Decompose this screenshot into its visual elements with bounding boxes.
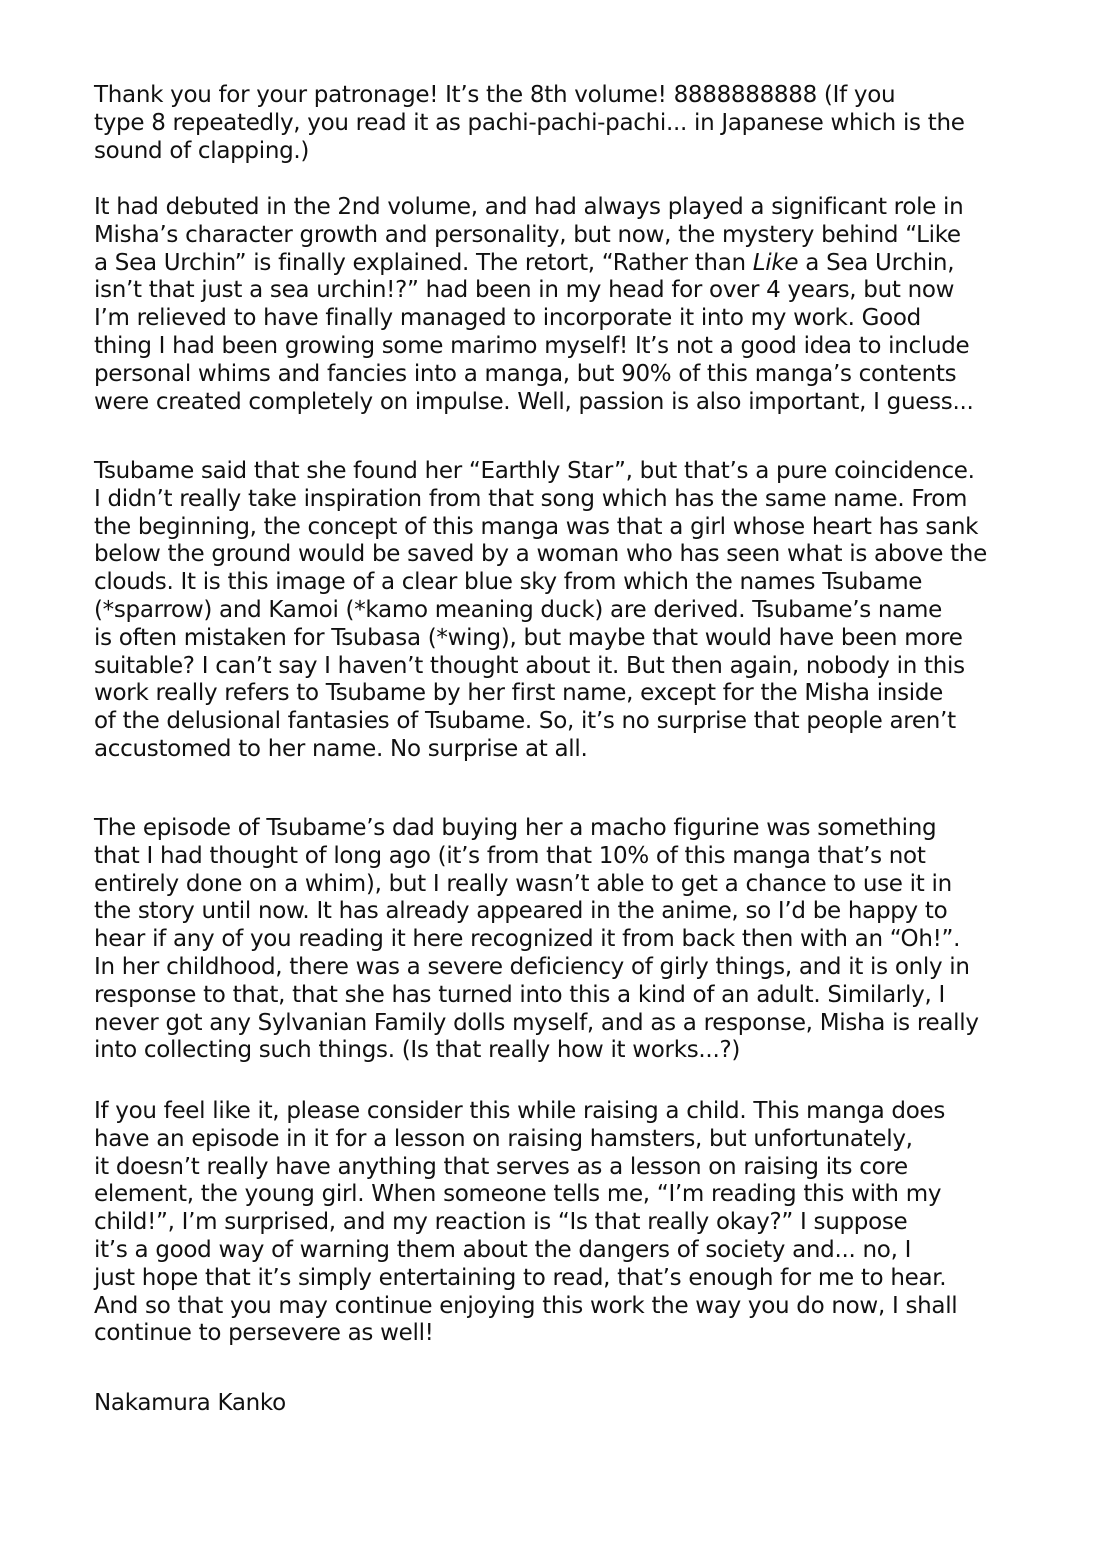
text-line: just hope that it’s simply entertaining to read, that’s enough for me to hear. [94, 1264, 947, 1291]
paragraph-earthly-star [94, 458, 1034, 764]
text-line: Tsubame said that she found her “Earthly Star”, but that’s a pure coincidence. [94, 458, 975, 484]
text-line: type 8 repeatedly, you read it as pachi-pachi-pachi... in Japanese which is the [94, 109, 965, 136]
text-line: into collecting such things. (Is that really how it works...?) [94, 1037, 741, 1064]
text-line: (*sparrow) and Kamoi (*kamo meaning duck) are derived. Tsubame’s name [94, 596, 942, 623]
text-line: have an episode in it for a lesson on raising hamsters, but unfortunately, [94, 1125, 913, 1152]
emphasized-word: Like [752, 249, 799, 276]
text-line: isn’t that just a sea urchin!?” had been in my head for over 4 years, but now [94, 277, 955, 304]
text-line: In her childhood, there was a severe deficiency of girly things, and it is only in [94, 953, 970, 980]
text-line [94, 250, 1034, 278]
text-line: is often mistaken for Tsubasa (*wing), but maybe that would have been more [94, 624, 963, 651]
text-line: Thank you for your patronage! It’s the 8th volume! 8888888888 (If you [94, 82, 896, 108]
text-line: never got any Sylvanian Family dolls myself, and as a response, Misha is really [94, 1009, 979, 1036]
text-line-head: a Sea Urchin” is finally explained. The retort, “Rather than [94, 249, 753, 276]
text-line: were created completely on impulse. Well, passion is also important, I guess... [94, 388, 974, 415]
text-line: thing I had been growing some marimo myself! It’s not a good idea to include [94, 332, 970, 359]
text-line: entirely done on a whim), but I really wasn’t able to get a chance to use it in [94, 870, 952, 897]
text-line: response to that, that she has turned into this a kind of an adult. Similarly, I [94, 981, 945, 1008]
text-line: element, the young girl. When someone tells me, “I’m reading this with my [94, 1181, 942, 1208]
text-line: the beginning, the concept of this manga was that a girl whose heart has sank [94, 513, 979, 540]
author-signature [94, 1390, 1034, 1418]
text-line-tail: a Sea Urchin, [798, 249, 955, 276]
paragraph-sea-urchin [94, 194, 1034, 416]
text-line: If you feel like it, please consider this while raising a child. This manga does [94, 1098, 946, 1124]
signature-text: Nakamura Kanko [94, 1390, 286, 1416]
text-line: hear if any of you reading it here recognized it from back then with an “Oh!”. [94, 926, 961, 953]
text-line: suitable? I can’t say I haven’t thought about it. But then again, nobody in this [94, 652, 965, 679]
text-line: of the delusional fantasies of Tsubame. So, it’s no surprise that people aren’t [94, 708, 956, 735]
text-line: And so that you may continue enjoying this work the way you do now, I shall [94, 1292, 958, 1319]
text-line: The episode of Tsubame’s dad buying her a macho figurine was something [94, 815, 937, 841]
text-line: Misha’s character growth and personality, but now, the mystery behind “Like [94, 221, 961, 248]
paragraph-macho-figurine [94, 815, 1034, 1065]
text-line: It had debuted in the 2nd volume, and had always played a significant role in [94, 194, 964, 220]
text-line: accustomed to her name. No surprise at all. [94, 735, 588, 762]
text-line: that I had thought of long ago (it’s from that 10% of this manga that’s not [94, 842, 926, 869]
text-line: continue to persevere as well! [94, 1320, 434, 1347]
text-line: personal whims and fancies into a manga, but 90% of this manga’s contents [94, 360, 957, 387]
text-line: it’s a good way of warning them about the dangers of society and... no, I [94, 1236, 912, 1263]
text-line: I didn’t really take inspiration from that song which has the same name. From [94, 485, 968, 512]
text-line: work really refers to Tsubame by her first name, except for the Misha inside [94, 680, 944, 707]
text-line: child!”, I’m surprised, and my reaction is “Is that really okay?” I suppose [94, 1209, 908, 1236]
text-line: clouds. It is this image of a clear blue sky from which the names Tsubame [94, 569, 923, 596]
text-line: sound of clapping.) [94, 137, 310, 164]
text-line: I’m relieved to have finally managed to incorporate it into my work. Good [94, 305, 921, 332]
paragraph-thanks [94, 82, 1034, 165]
text-line: the story until now. It has already appeared in the anime, so I’d be happy to [94, 898, 948, 925]
paragraph-raising-a-child [94, 1098, 1034, 1348]
text-line: it doesn’t really have anything that serves as a lesson on raising its core [94, 1153, 908, 1180]
text-line: below the ground would be saved by a woman who has seen what is above the [94, 541, 987, 568]
